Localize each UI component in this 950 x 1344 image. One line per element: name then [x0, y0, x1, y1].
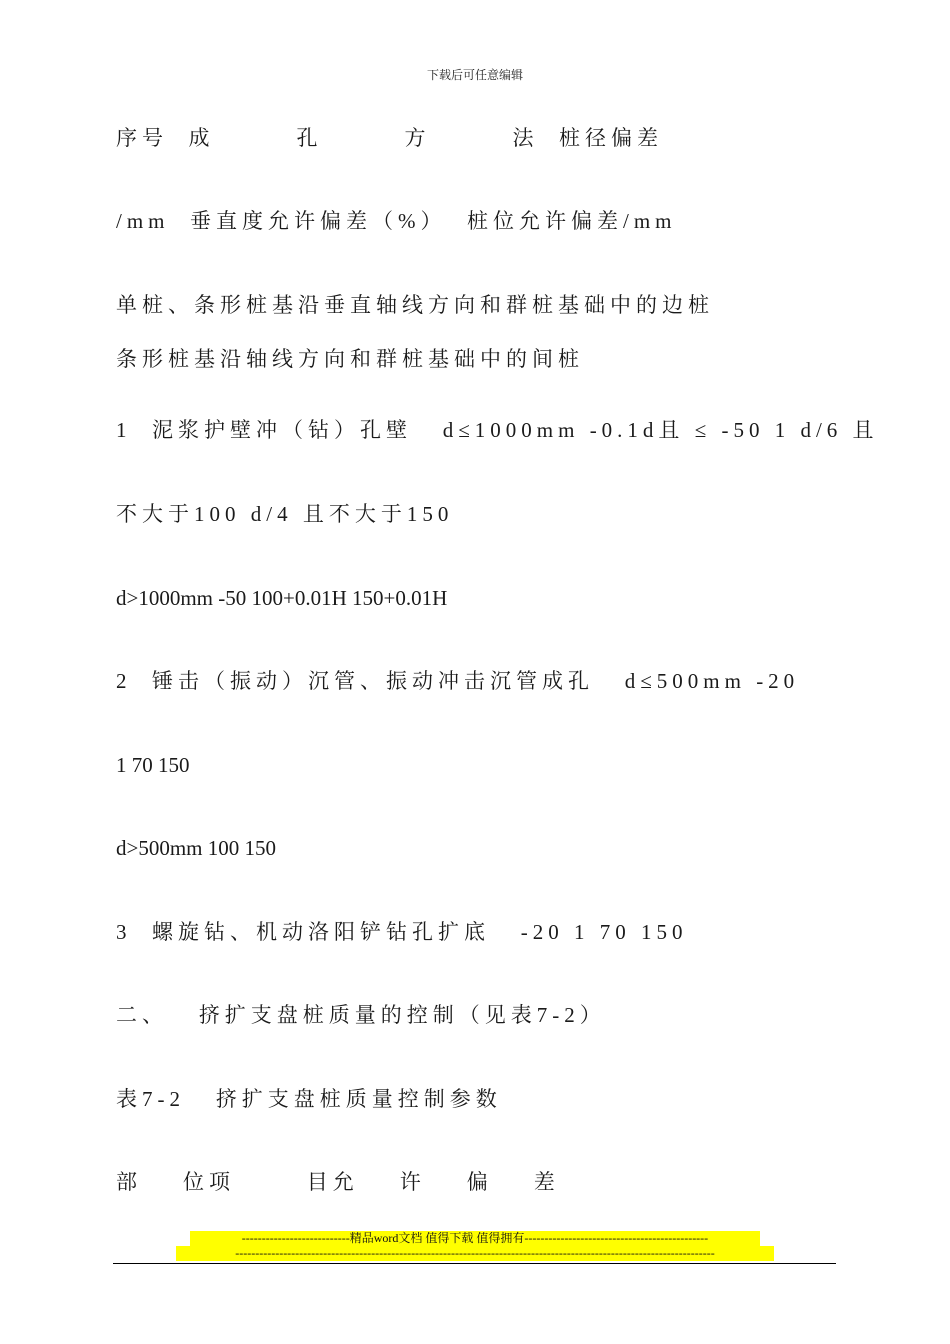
- row-2-line-1: 2 锤击（振动）沉管、振动冲击沉管成孔 d≤500mm -20: [116, 669, 800, 693]
- row-1-line-3: d>1000mm -50 100+0.01H 150+0.01H: [116, 586, 448, 610]
- table-header-line-1: 序号 成 孔 方 法 桩径偏差: [116, 126, 663, 150]
- row-1-line-1: 1 泥浆护壁冲（钻）孔壁 d≤1000mm -0.1d且 ≤ -50 1 d/6 且: [116, 418, 879, 442]
- row-2-line-2: 1 70 150: [116, 753, 190, 777]
- table-header-line-4: 条形桩基沿轴线方向和群桩基础中的间桩: [116, 347, 584, 371]
- table-header-line-3: 单桩、条形桩基沿垂直轴线方向和群桩基础中的边桩: [116, 293, 714, 317]
- footer-banner-line-1: ---------------------------精品word文档 值得下载 值得拥有----------------------------------------------: [190, 1231, 760, 1246]
- page-header: 下载后可任意编辑: [426, 68, 523, 82]
- table-header-line-2: /mm 垂直度允许偏差（%） 桩位允许偏差/mm: [116, 209, 677, 233]
- table-caption: 表7-2 挤扩支盘桩质量控制参数: [116, 1087, 502, 1111]
- row-1-line-2: 不大于100 d/4 且不大于150: [116, 502, 454, 526]
- row-2-line-3: d>500mm 100 150: [116, 836, 277, 860]
- section-heading: 二、 挤扩支盘桩质量的控制（见表7-2）: [116, 1003, 606, 1027]
- footer-rule: [113, 1263, 836, 1264]
- footer-banner-line-2: ------------------------------------------------------------------------------------------------------------------------: [176, 1246, 774, 1261]
- table-7-2-header: 部 位项 目允 许 偏 差: [116, 1170, 560, 1194]
- row-3-line-1: 3 螺旋钻、机动洛阳铲钻孔扩底 -20 1 70 150: [116, 920, 688, 944]
